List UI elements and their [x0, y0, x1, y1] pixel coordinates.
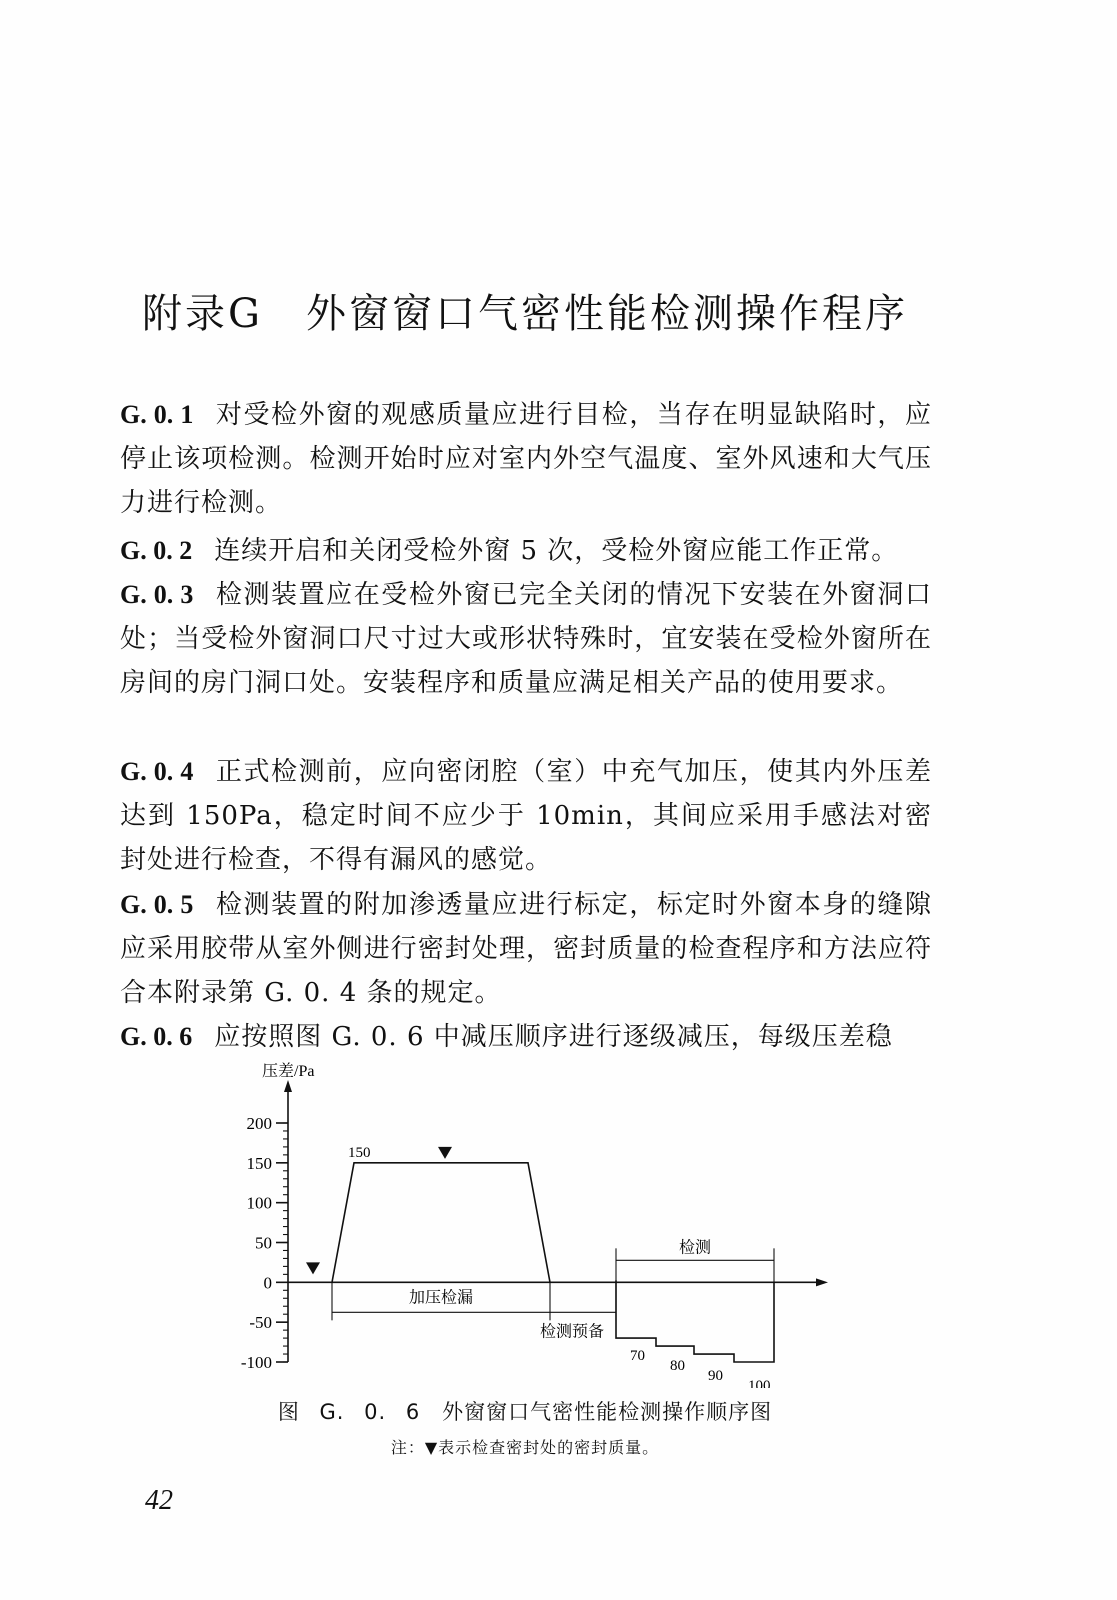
y-tick-label: -50	[249, 1313, 272, 1333]
figure-note: 注：▼表示检查密封处的密封质量。	[390, 1438, 660, 1457]
section-g03	[120, 573, 932, 705]
section-g04	[120, 750, 932, 882]
x-axis-arrow	[816, 1278, 828, 1286]
section-text: 应按照图 G. 0. 6 中减压顺序进行逐级减压，每级压差稳	[214, 1022, 893, 1052]
section-number: G. 0. 1	[120, 400, 194, 429]
section-g06	[120, 1015, 932, 1059]
pressurize-line	[332, 1163, 550, 1283]
step-value-label: 90	[708, 1368, 723, 1385]
page-number: 42	[145, 1485, 173, 1516]
y-axis-label: 压差/Pa	[262, 1063, 315, 1080]
check-marker	[438, 1147, 452, 1159]
section-g01	[120, 393, 932, 525]
section-g02	[120, 529, 932, 573]
region-label-detect: 检测	[678, 1239, 712, 1257]
y-tick-label: 100	[246, 1193, 272, 1213]
y-tick-label: 150	[246, 1153, 272, 1173]
section-number: G. 0. 6	[120, 1022, 193, 1051]
region-label-pressurize: 加压检漏	[408, 1289, 474, 1307]
y-tick-label: 50	[255, 1233, 272, 1253]
check-marker	[306, 1262, 320, 1274]
step-value-label: 100	[748, 1378, 771, 1388]
pressure-chart	[220, 1058, 840, 1388]
y-tick-label: 0	[263, 1273, 272, 1293]
section-text: 对受检外窗的观感质量应进行目检，当存在明显缺陷时，应停止该项检测。检测开始时应对室内外空气温度、室外风速和大气压力进行检测。	[120, 400, 932, 518]
y-tick-label: 200	[246, 1114, 272, 1133]
step-value-label: 70	[630, 1348, 645, 1365]
section-number: G. 0. 2	[120, 536, 193, 565]
region-label-prep: 检测预备	[539, 1323, 605, 1341]
step-value-label: 80	[670, 1358, 685, 1375]
y-tick-label: -100	[240, 1353, 272, 1372]
section-g05	[120, 883, 932, 1015]
section-text: 检测装置的附加渗透量应进行标定，标定时外窗本身的缝隙应采用胶带从室外侧进行密封处理，密封质量的检查程序和方法应符合本附录第 G. 0. 4 条的规定。	[120, 890, 932, 1008]
appendix-title: 附录G 外窗窗口气密性能检测操作程序	[142, 291, 908, 337]
section-number: G. 0. 4	[120, 757, 194, 786]
section-number: G. 0. 3	[120, 580, 194, 609]
y-axis-arrow	[284, 1080, 292, 1092]
pressurize-value-label: 150	[348, 1144, 371, 1161]
figure-caption: 图 G. 0. 6 外窗窗口气密性能检测操作顺序图	[277, 1400, 773, 1424]
section-text: 连续开启和关闭受检外窗 5 次，受检外窗应能工作正常。	[214, 536, 899, 566]
pressure-sequence-figure	[220, 1058, 840, 1392]
section-text: 正式检测前，应向密闭腔（室）中充气加压，使其内外压差达到 150Pa，稳定时间不应少于 10min，其间应采用手感法对密封处进行检查，不得有漏风的感觉。	[120, 757, 932, 875]
section-text: 检测装置应在受检外窗已完全关闭的情况下安装在外窗洞口处；当受检外窗洞口尺寸过大或形状特殊时，宜安装在受检外窗所在房间的房门洞口处。安装程序和质量应满足相关产品的使用要求。	[120, 580, 932, 698]
section-number: G. 0. 5	[120, 890, 194, 919]
